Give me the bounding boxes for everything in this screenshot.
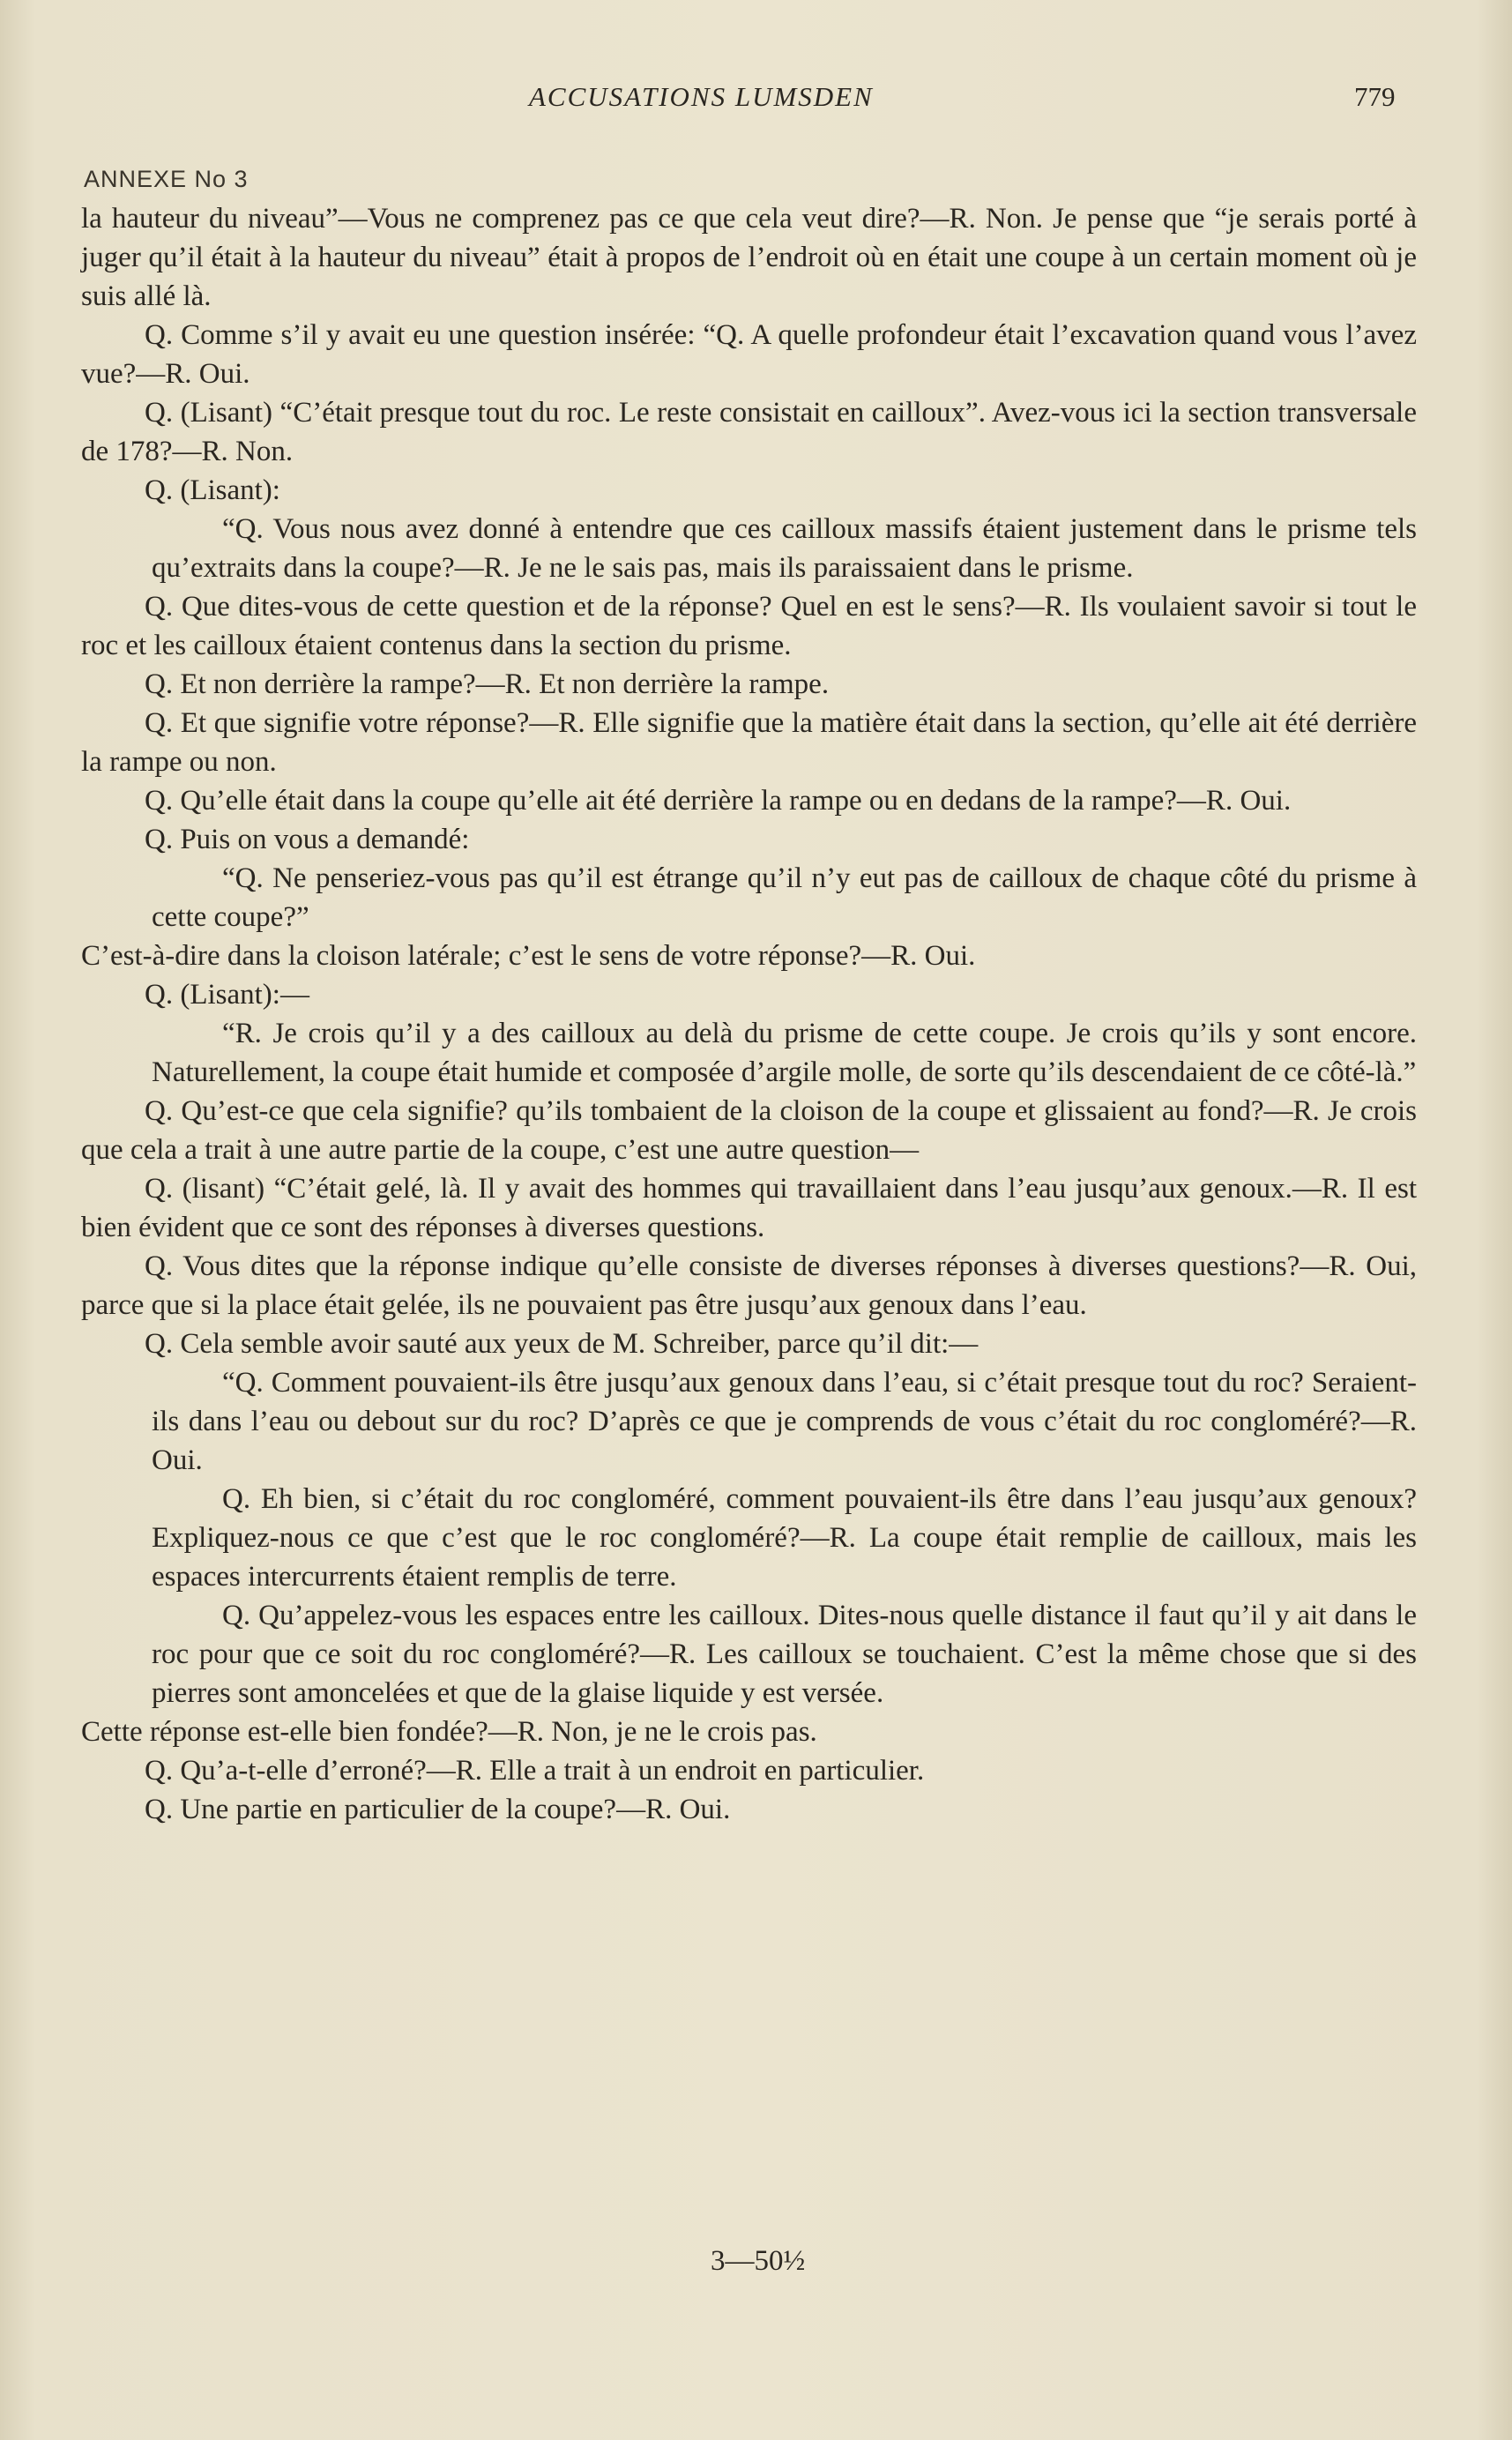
quoted-paragraph: “R. Je crois qu’il y a des cailloux au delà du prisme de cette coupe. Je crois qu’ils y sont encore. Naturellement, la coupe était humide et composée d’argile molle, de sorte qu’ils descendaient de ce côté-là.”: [152, 1018, 1417, 1088]
paragraph: Q. Qu’a-t-elle d’erroné?—R. Elle a trait à un endroit en particulier.: [145, 1755, 925, 1787]
paragraph: C’est-à-dire dans la cloison latérale; c’est le sens de votre réponse?—R. Oui.: [81, 940, 976, 972]
quoted-paragraph: Q. Eh bien, si c’était du roc congloméré, comment pouvaient-ils être dans l’eau jusqu’aux genoux? Expliquez-nous ce que c’est que le roc congloméré?—R. La coupe était remplie de cailloux, mais les espaces intercurrents étaient remplis de terre.: [152, 1483, 1417, 1593]
quoted-paragraph: “Q. Ne penseriez-vous pas qu’il est étrange qu’il n’y eut pas de cailloux de chaque côté du prisme à cette coupe?”: [152, 862, 1417, 933]
running-head: ACCUSATIONS LUMSDEN: [529, 81, 874, 112]
page-header: [0, 81, 1512, 125]
paragraph: Q. (Lisant) “C’était presque tout du roc. Le reste consistait en cailloux”. Avez-vous ici la section transversale de 178?—R. Non.: [81, 397, 1417, 467]
paragraph: Q. Qu’est-ce que cela signifie? qu’ils tombaient de la cloison de la coupe et glissaient au fond?—R. Je crois que cela a trait à une autre partie de la coupe, c’est une autre question—: [81, 1095, 1417, 1166]
paragraph: Q. Et que signifie votre réponse?—R. Elle signifie que la matière était dans la section, qu’elle ait été derrière la rampe ou non.: [81, 707, 1417, 778]
quoted-paragraph: “Q. Comment pouvaient-ils être jusqu’aux genoux dans l’eau, si c’était presque tout du roc? Seraient-ils dans l’eau ou debout sur du roc? D’après ce que je comprends de vous c’était du roc congloméré?—R. Oui.: [152, 1367, 1417, 1476]
quoted-paragraph: Q. Qu’appelez-vous les espaces entre les cailloux. Dites-nous quelle distance il faut qu’il y ait dans le roc pour que ce soit du roc congloméré?—R. Les cailloux se touchaient. C’est la même chose que si des pierres sont amoncelées et que de la glaise liquide y est versée.: [152, 1600, 1417, 1709]
paragraph: Q. Comme s’il y avait eu une question insérée: “Q. A quelle profondeur était l’excavation quand vous l’avez vue?—R. Oui.: [81, 319, 1417, 390]
annex-label: ANNEXE No 3: [84, 166, 249, 192]
paragraph: Q. Cela semble avoir sauté aux yeux de M. Schreiber, parce qu’il dit:—: [145, 1328, 979, 1360]
page-number: 779: [1354, 81, 1396, 112]
paragraph: Q. (Lisant):—: [145, 979, 309, 1011]
paragraph: Q. Une partie en particulier de la coupe?—R. Oui.: [145, 1794, 731, 1825]
paragraph: Q. Qu’elle était dans la coupe qu’elle ait été derrière la rampe ou en dedans de la rampe?—R. Oui.: [145, 785, 1292, 817]
paragraph: Q. Que dites-vous de cette question et de la réponse? Quel en est le sens?—R. Ils voulaient savoir si tout le roc et les cailloux étaient contenus dans la section du prisme.: [81, 591, 1417, 661]
paragraph: la hauteur du niveau”—Vous ne comprenez pas ce que cela veut dire?—R. Non. Je pense que “je serais porté à juger qu’il était à la hauteur du niveau” était à propos de l’endroit où en était une coupe à un certain moment où je suis allé là.: [81, 203, 1417, 312]
paragraph: Cette réponse est-elle bien fondée?—R. Non, je ne le crois pas.: [81, 1716, 817, 1748]
paragraph: Q. Vous dites que la réponse indique qu’elle consiste de diverses réponses à diverses questions?—R. Oui, parce que si la place était gelée, ils ne pouvaient pas être jusqu’aux genoux dans l’eau.: [81, 1250, 1417, 1321]
paragraph: Q. Et non derrière la rampe?—R. Et non derrière la rampe.: [145, 668, 830, 700]
body-text: [81, 199, 1417, 1829]
paragraph: Q. Puis on vous a demandé:: [145, 824, 470, 855]
paragraph: Q. (Lisant):: [145, 474, 280, 506]
quoted-paragraph: “Q. Vous nous avez donné à entendre que ces cailloux massifs étaient justement dans le prisme tels qu’extraits dans la coupe?—R. Je ne le sais pas, mais ils paraissaient dans le prisme.: [152, 513, 1417, 584]
signature-mark: 3—50½: [711, 2245, 806, 2277]
paragraph: Q. (lisant) “C’était gelé, là. Il y avait des hommes qui travaillaient dans l’eau jusqu’aux genoux.—R. Il est bien évident que ce sont des réponses à diverses questions.: [81, 1173, 1417, 1243]
